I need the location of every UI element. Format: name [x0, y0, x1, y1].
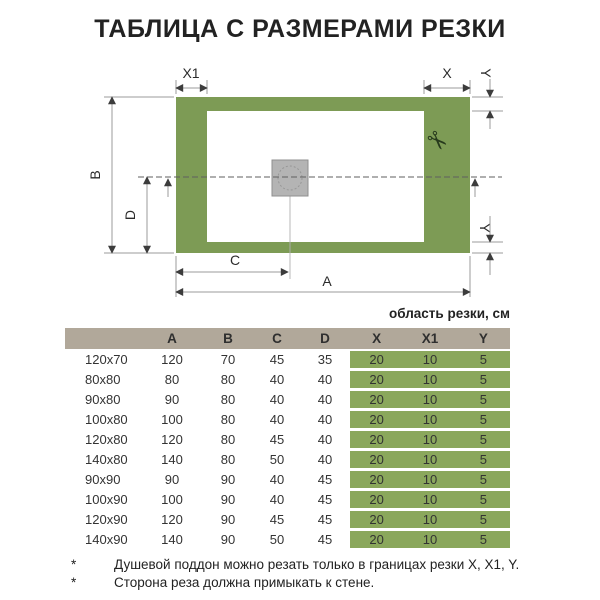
cell-x1: 10	[422, 471, 438, 487]
cell-b: 80	[220, 411, 236, 427]
cell-b: 80	[220, 431, 236, 447]
column-header-c: C	[272, 331, 282, 346]
dim-x	[424, 65, 470, 94]
dim-label-x1: X1	[182, 65, 200, 81]
cut-area-cells	[350, 471, 510, 488]
cell-c: 40	[269, 391, 285, 407]
page-title: ТАБЛИЦА С РАЗМЕРАМИ РЕЗКИ	[94, 15, 506, 43]
cell-y: 5	[479, 351, 487, 367]
table-row	[65, 469, 510, 489]
cell-y: 5	[479, 411, 487, 427]
cell-x: 20	[369, 391, 384, 407]
cell-c: 45	[269, 351, 285, 367]
cut-area-cells	[350, 491, 510, 508]
cell-d: 45	[317, 531, 333, 547]
dim-label-x: X	[442, 65, 452, 81]
cell-x: 20	[369, 371, 384, 387]
cell-x1: 10	[422, 371, 438, 387]
cell-d: 45	[317, 471, 333, 487]
cell-y: 5	[479, 371, 487, 387]
footnote-marker: *	[71, 557, 77, 572]
cell-d: 40	[317, 411, 333, 427]
cell-y: 5	[479, 471, 487, 487]
table-row	[65, 509, 510, 529]
row-size-label: 100x80	[85, 411, 128, 427]
cell-y: 5	[479, 511, 487, 527]
cell-d: 40	[317, 451, 333, 467]
cut-area-cells	[350, 431, 510, 448]
dim-label-a: A	[322, 273, 332, 289]
cell-d: 45	[317, 511, 333, 527]
cell-d: 40	[317, 431, 333, 447]
size-table	[65, 328, 510, 549]
dim-label-d: D	[122, 209, 138, 221]
cell-b: 70	[220, 351, 236, 367]
cell-a: 100	[161, 411, 183, 427]
cell-a: 120	[161, 351, 183, 367]
row-size-label: 140x90	[85, 531, 128, 547]
table-row	[65, 409, 510, 429]
dim-label-y-bottom: Y	[477, 223, 493, 233]
cell-b: 90	[220, 511, 236, 527]
cell-a: 90	[164, 391, 180, 407]
table-row	[65, 429, 510, 449]
cell-x1: 10	[422, 531, 438, 547]
cell-x: 20	[369, 511, 384, 527]
cell-b: 90	[220, 471, 236, 487]
cell-x: 20	[369, 431, 384, 447]
cell-b: 80	[220, 451, 236, 467]
cell-a: 140	[161, 531, 183, 547]
cell-x: 20	[369, 451, 384, 467]
table-row	[65, 349, 510, 369]
column-header-x1: X1	[421, 331, 439, 346]
dim-a	[176, 256, 470, 297]
row-size-label: 120x90	[85, 511, 128, 527]
footnotes	[65, 556, 565, 592]
table-row	[65, 489, 510, 509]
table-row	[65, 529, 510, 549]
cell-x1: 10	[422, 411, 438, 427]
cell-c: 40	[269, 471, 285, 487]
footnote	[65, 574, 565, 592]
cell-b: 80	[220, 391, 236, 407]
cell-a: 100	[161, 491, 183, 507]
cell-d: 40	[317, 371, 333, 387]
cell-x: 20	[369, 471, 384, 487]
footnote-marker: *	[71, 575, 77, 590]
drain	[272, 160, 308, 279]
cell-b: 90	[220, 491, 236, 507]
cell-d: 45	[317, 491, 333, 507]
cell-x: 20	[369, 531, 384, 547]
cell-a: 120	[161, 511, 183, 527]
dim-label-c: C	[229, 252, 241, 268]
column-header-b: B	[223, 331, 233, 346]
column-header-x: X	[372, 331, 382, 346]
row-size-label: 80x80	[85, 371, 121, 387]
cell-y: 5	[479, 531, 487, 547]
cell-c: 40	[269, 371, 285, 387]
cut-area-cells	[350, 451, 510, 468]
cell-x1: 10	[422, 451, 438, 467]
cell-b: 80	[220, 371, 236, 387]
cell-c: 45	[269, 431, 285, 447]
dim-c	[176, 252, 288, 297]
row-size-label: 120x80	[85, 431, 128, 447]
cut-area-cells	[350, 511, 510, 528]
cell-a: 90	[164, 471, 180, 487]
row-size-label: 120x70	[85, 351, 128, 367]
table-header-row	[65, 328, 510, 349]
row-size-label: 90x80	[85, 391, 121, 407]
cell-y: 5	[479, 491, 487, 507]
cut-area-cells	[350, 371, 510, 388]
column-header-d: D	[320, 331, 330, 346]
cell-a: 120	[161, 431, 183, 447]
footnote-text: Сторона реза должна примыкать к стене.	[114, 575, 375, 590]
cell-d: 35	[317, 351, 333, 367]
cutting-diagram	[0, 50, 600, 306]
dim-y-bottom	[472, 216, 503, 275]
cell-x1: 10	[422, 431, 438, 447]
cell-c: 40	[269, 491, 285, 507]
dim-label-y-top: Y	[478, 68, 494, 78]
table-body	[65, 349, 510, 549]
cell-x1: 10	[422, 391, 438, 407]
cell-d: 40	[317, 391, 333, 407]
cell-y: 5	[479, 431, 487, 447]
dim-d	[122, 177, 147, 253]
cut-area-label: область резки, см	[388, 306, 510, 321]
dim-b	[87, 97, 174, 253]
cell-y: 5	[479, 451, 487, 467]
cell-a: 140	[161, 451, 183, 467]
cell-c: 50	[269, 531, 285, 547]
table-row	[65, 369, 510, 389]
cut-area-cells	[350, 531, 510, 548]
table-row	[65, 449, 510, 469]
dim-x1	[176, 65, 207, 94]
scissors-icon: ✂	[419, 123, 455, 159]
column-header-a: A	[167, 331, 177, 346]
cut-area-cells	[350, 411, 510, 428]
shower-tray-outline	[176, 97, 470, 253]
cut-area-cells	[350, 351, 510, 368]
cut-area-header-group	[350, 328, 510, 349]
cell-c: 50	[269, 451, 285, 467]
cell-b: 90	[220, 531, 236, 547]
footnote	[65, 556, 565, 574]
cell-y: 5	[479, 391, 487, 407]
row-size-label: 140x80	[85, 451, 128, 467]
dim-label-b: B	[87, 170, 103, 180]
cell-x: 20	[369, 411, 384, 427]
cut-area-cells	[350, 391, 510, 408]
cell-c: 40	[269, 411, 285, 427]
cell-x1: 10	[422, 351, 438, 367]
footnote-text: Душевой поддон можно резать только в границах резки X, X1, Y.	[114, 557, 520, 572]
cell-a: 80	[164, 371, 180, 387]
row-size-label: 100x90	[85, 491, 128, 507]
cell-x: 20	[369, 491, 384, 507]
dim-y-top	[472, 68, 503, 129]
cell-c: 45	[269, 511, 285, 527]
column-header-y: Y	[478, 331, 488, 346]
cell-x1: 10	[422, 491, 438, 507]
row-size-label: 90x90	[85, 471, 121, 487]
table-row	[65, 389, 510, 409]
cell-x1: 10	[422, 511, 438, 527]
cell-x: 20	[369, 351, 384, 367]
